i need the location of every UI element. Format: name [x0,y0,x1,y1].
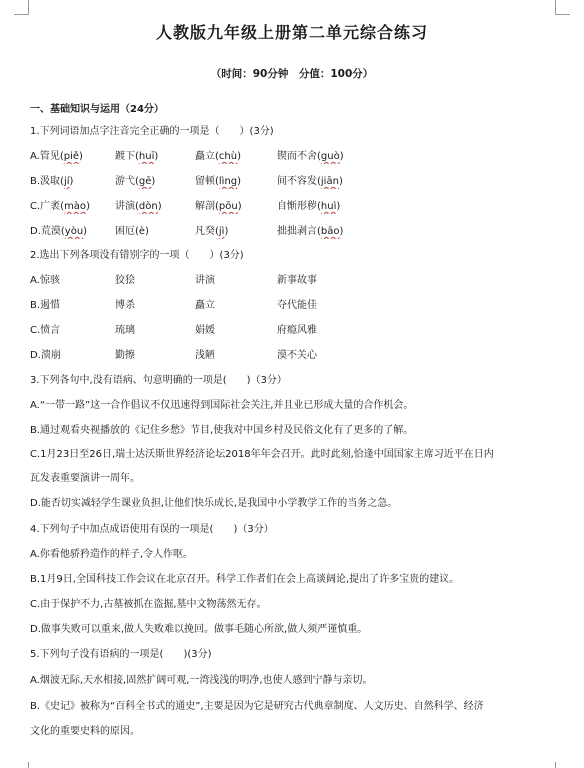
pinyin: gē [138,176,152,187]
option-word: C.广袤(mào) [30,201,90,212]
question-4-option-c: C.由于保护不力,古墓被抓在盗掘,墓中文物荡然无存。 [30,599,267,610]
option-word: 间不容发(jiān) [277,176,343,187]
question-3-option-a: A.“一带一路”这一合作倡议不仅迅速得到国际社会关注,并且业已形成大量的合作机会。 [30,400,414,411]
pinyin: mào [64,201,87,212]
pinyin: chù [218,151,238,162]
question-1-option-d [30,225,560,239]
question-4-option-b: B.1月9日,全国科技工作会议在北京召开。科学工作者们在会上高谈阔论,提出了许多宝贵的建议。 [30,574,460,585]
question-5-option-b: B.《史记》被称为“百科全书式的通史”,主要是因为它是研究古代典章制度、人文历史、自然科学、经济 [30,701,484,712]
option-word: 解剖(pōu) [195,201,242,212]
question-3-option-c-cont: 瓦发表重要演讲一周年。 [30,473,140,484]
section-heading: 一、基础知识与运用（24分） [30,104,164,115]
question-2-option-b: B.遏惜 博杀 矗立 夺代能佳 [30,300,317,311]
option-word: 留顿(lìng) [195,176,242,187]
question-2-option-c: C.愤言 琉璃 娟媛 府瘾风雅 [30,325,317,336]
pinyin: jiān [320,176,339,187]
option-word: 讲演(dòn) [115,201,162,212]
pinyin: lìng [218,176,238,187]
question-3-stem: 3.下列各句中,没有语病、句意明确的一项是( )（3分） [30,375,287,386]
question-3-option-c: C.1月23日至26日,瑞士达沃斯世界经济论坛2018年年会召开。此时此刻,恰逢中国国家主席习近平在日内 [30,449,494,460]
pinyin: jí [63,176,70,187]
option-word: 矗立(chù) [195,151,241,162]
question-2-option-a: A.惊骇 狡狯 讲演 新事故事 [30,275,317,286]
question-3-option-d: D.能否切实减轻学生课业负担,让他们快乐成长,是我国中小学教学工作的当务之急。 [30,498,398,509]
question-4-stem: 4.下列句子中加点成语使用有误的一项是( )（3分） [30,524,274,535]
pinyin: huì [320,201,337,212]
option-word: B.汲取(jí) [30,176,74,187]
question-4-option-a: A.你看他骄矜造作的样子,令人作呕。 [30,549,194,560]
option-word: D.荒漠(yòu) [30,226,88,237]
question-5-option-b-cont: 文化的重要史料的原因。 [30,726,140,737]
pinyin: pōu [218,201,238,212]
question-1-stem: 1.下列词语加点字注音完全正确的一项是（ ）(3分) [30,126,274,137]
option-word: A.管见(piě) [30,151,83,162]
pinyin: huī [138,151,155,162]
question-1-option-b [30,175,560,189]
pinyin: piě [63,151,80,162]
option-word: 凡癸(jì) [195,226,229,237]
question-1-option-a [30,150,560,164]
option-word: 游弋(gē) [115,176,156,187]
question-4-option-d: D.做事失败可以重来,做人失败难以挽回。做事毛随心所欲,做人须严谨慎重。 [30,624,368,635]
document-title: 人教版九年级上册第二单元综合练习 [155,23,428,42]
pinyin: yòu [64,226,84,237]
question-5-option-a: A.烟波无际,天水相接,固然扩阔可观,一湾浅浅的明净,也使人感到宁静与亲切。 [30,675,373,686]
document-subtitle: （时间：90分钟 分值：100分） [210,68,374,80]
question-2-stem: 2.选出下列各项没有错别字的一项（ ）(3分) [30,250,244,261]
pinyin: guò [320,151,340,162]
option-word: 困厄(è) [115,226,149,237]
question-1-option-c [30,200,560,214]
question-2-option-d: D.溃崩 勤擦 浅陋 漠不关心 [30,350,317,361]
option-word: 锲而不舍(guò) [277,151,344,162]
pinyin: bāo [320,226,340,237]
option-word: 自惭形秽(huì) [277,201,341,212]
pinyin: dòn [138,201,158,212]
question-5-stem: 5.下列句子没有语病的一项是( )(3分) [30,649,212,660]
pinyin: jì [218,226,225,237]
question-3-option-b: B.通过观看央视播放的《记住乡愁》节目,使我对中国乡村及民俗文化有了更多的了解。 [30,425,414,436]
option-word: 踱下(huī) [115,151,159,162]
option-word: 拙拙剥言(bāo) [277,226,344,237]
